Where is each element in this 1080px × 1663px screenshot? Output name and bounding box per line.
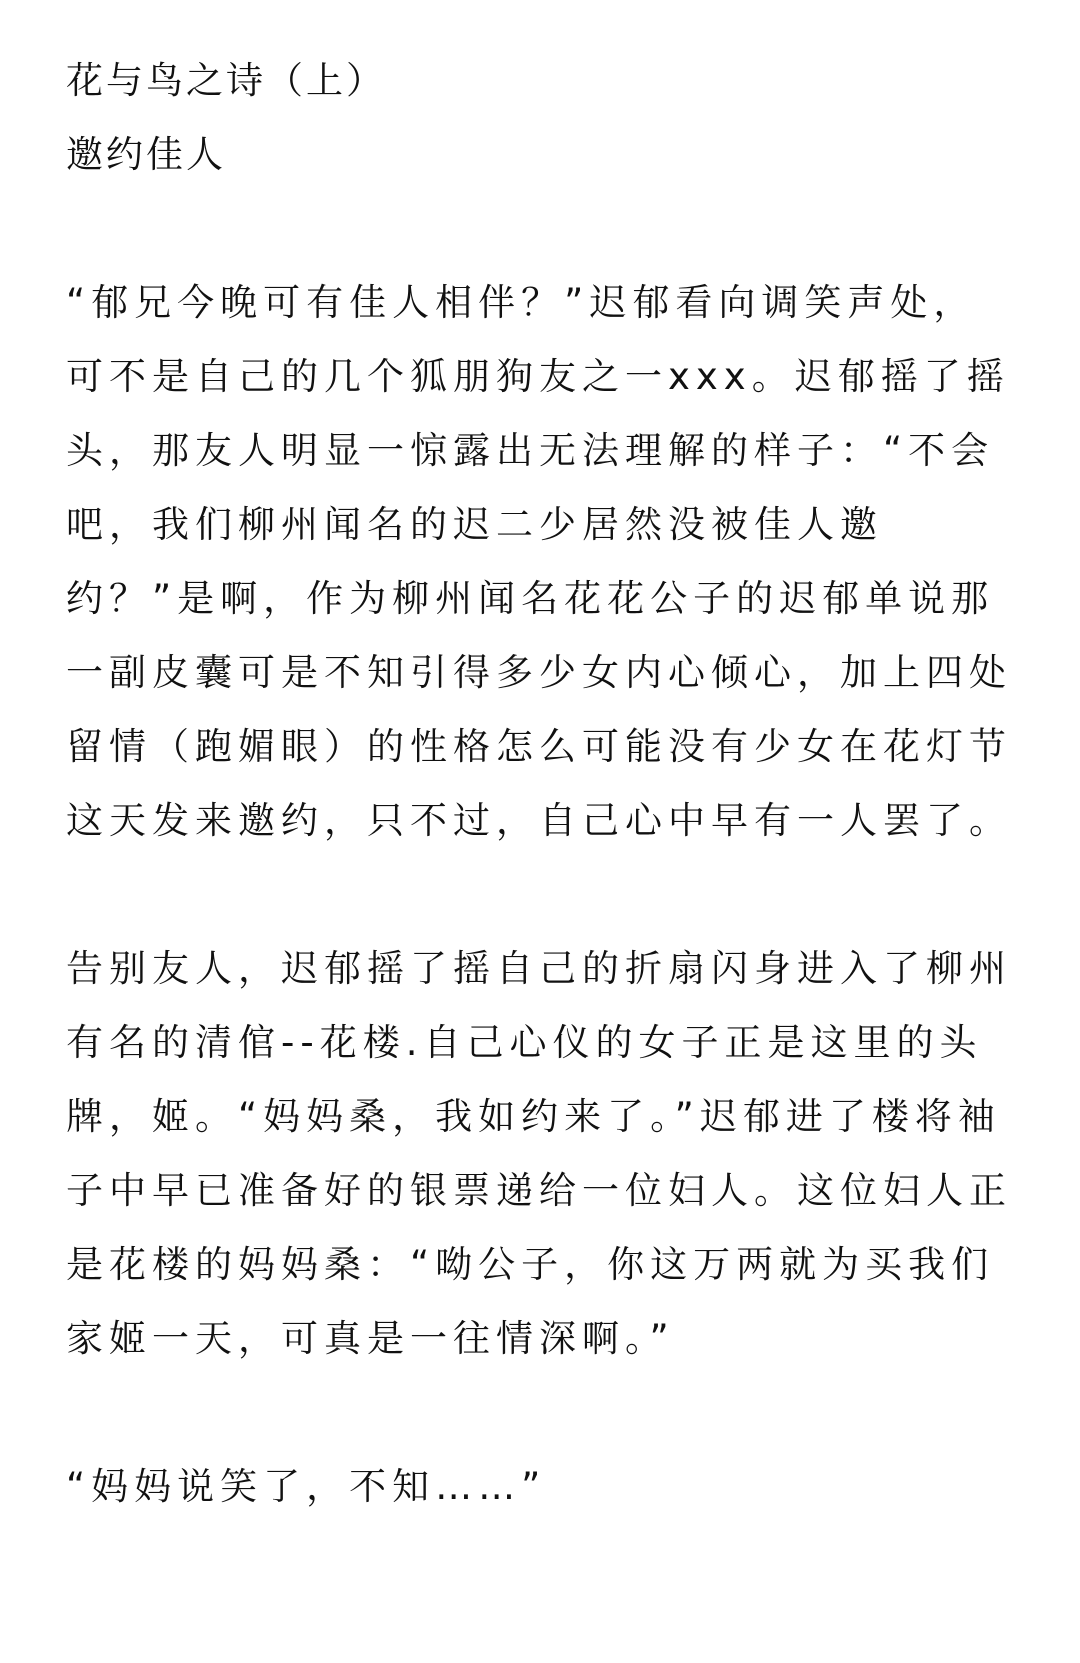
- document-subtitle: 邀约佳人: [66, 133, 226, 176]
- blank-line: [66, 858, 1016, 932]
- document-title: 花与鸟之诗（上）: [66, 59, 386, 102]
- paragraph-2: 告别友人，迟郁摇了摇自己的折扇闪身进入了柳州有名的清倌--花楼.自己心仪的女子正是这里的头牌，姬。“妈妈桑，我如约来了。”迟郁进了楼将袖子中早已准备好的银票递给一位妇人。这位妇人正是花楼的妈妈桑：“呦公子，你这万两就为买我们家姬一天，可真是一往情深啊。”: [66, 947, 1012, 1360]
- blank-line: [66, 192, 1016, 266]
- paragraph-3: “妈妈说笑了，不知……”: [66, 1465, 547, 1508]
- blank-line: [66, 1376, 1016, 1450]
- paragraph-1: “郁兄今晚可有佳人相伴？”迟郁看向调笑声处，可不是自己的几个狐朋狗友之一xxx。迟郁摇了摇头，那友人明显一惊露出无法理解的样子：“不会吧，我们柳州闻名的迟二少居然没被佳人邀约？”是啊，作为柳州闻名花花公子的迟郁单说那一副皮囊可是不知引得多少女内心倾心，加上四处留情（跑媚眼）的性格怎么可能没有少女在花灯节这天发来邀约，只不过，自己心中早有一人罢了。: [66, 281, 1012, 842]
